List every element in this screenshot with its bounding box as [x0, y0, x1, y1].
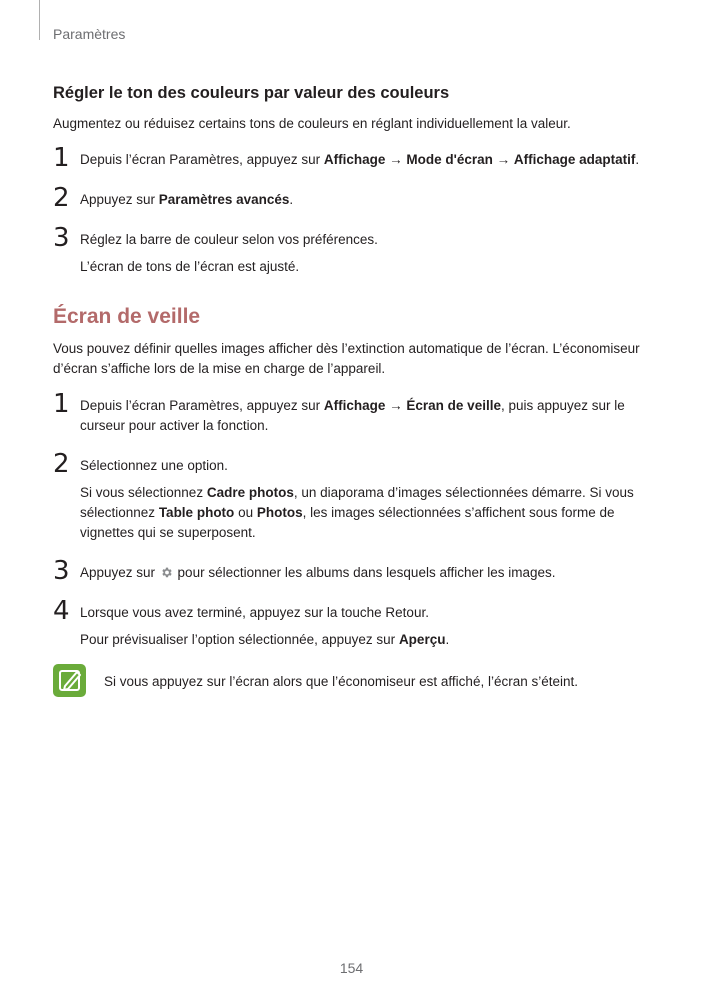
step-number: 2	[53, 449, 70, 479]
step-text: Réglez la barre de couleur selon vos préférences.	[80, 232, 378, 247]
section-heading-color-tone: Régler le ton des couleurs par valeur des couleurs	[53, 84, 450, 102]
step-text: Lorsque vous avez terminé, appuyez sur la touche Retour.	[80, 605, 429, 620]
step-number: 3	[53, 556, 70, 586]
section-title-screensaver: Écran de veille	[53, 305, 201, 328]
step-text: Depuis l’écran Paramètres, appuyez sur Affichage → Écran de veille, puis appuyez sur le curseur pour activer la fonction.	[80, 398, 625, 433]
step-number: 1	[53, 389, 70, 419]
note-pencil-icon	[53, 664, 86, 697]
step-text: Appuyez sur Paramètres avancés.	[80, 192, 294, 207]
step-subtext: L’écran de tons de l’écran est ajusté.	[80, 259, 300, 274]
step-number: 4	[53, 596, 70, 626]
settings-gear-icon	[160, 566, 173, 579]
step-number: 1	[53, 143, 70, 173]
step-subtext: Pour prévisualiser l’option sélectionnée, appuyez sur Aperçu.	[80, 632, 450, 647]
header-label: Paramètres	[53, 26, 126, 42]
step-text: Appuyez sur pour sélectionner les albums dans lesquels afficher les images.	[80, 565, 556, 580]
page-number: 154	[339, 960, 364, 976]
note-text: Si vous appuyez sur l’écran alors que l’économiseur est affiché, l’écran s’éteint.	[104, 674, 578, 689]
section-intro-color-tone: Augmentez ou réduisez certains tons de couleurs en réglant individuellement la valeur.	[53, 116, 571, 131]
pencil-icon	[53, 664, 86, 697]
step-number: 3	[53, 223, 70, 253]
step-subtext: Si vous sélectionnez Cadre photos, un diaporama d’images sélectionnées démarre. Si vous sélectionnez Table photo ou Photos, les images sélectionnées s’affichent sous forme de vignettes qui se superposent.	[80, 485, 634, 540]
header-rule	[39, 0, 40, 40]
step-text: Sélectionnez une option.	[80, 458, 228, 473]
step-text: Depuis l’écran Paramètres, appuyez sur Affichage → Mode d'écran → Affichage adaptatif.	[80, 152, 640, 167]
step-number: 2	[53, 183, 70, 213]
section-intro-screensaver: Vous pouvez définir quelles images afficher dès l’extinction automatique de l’écran. L’économiseur d’écran s’affiche lors de la mise en charge de l’appareil.	[53, 341, 640, 376]
